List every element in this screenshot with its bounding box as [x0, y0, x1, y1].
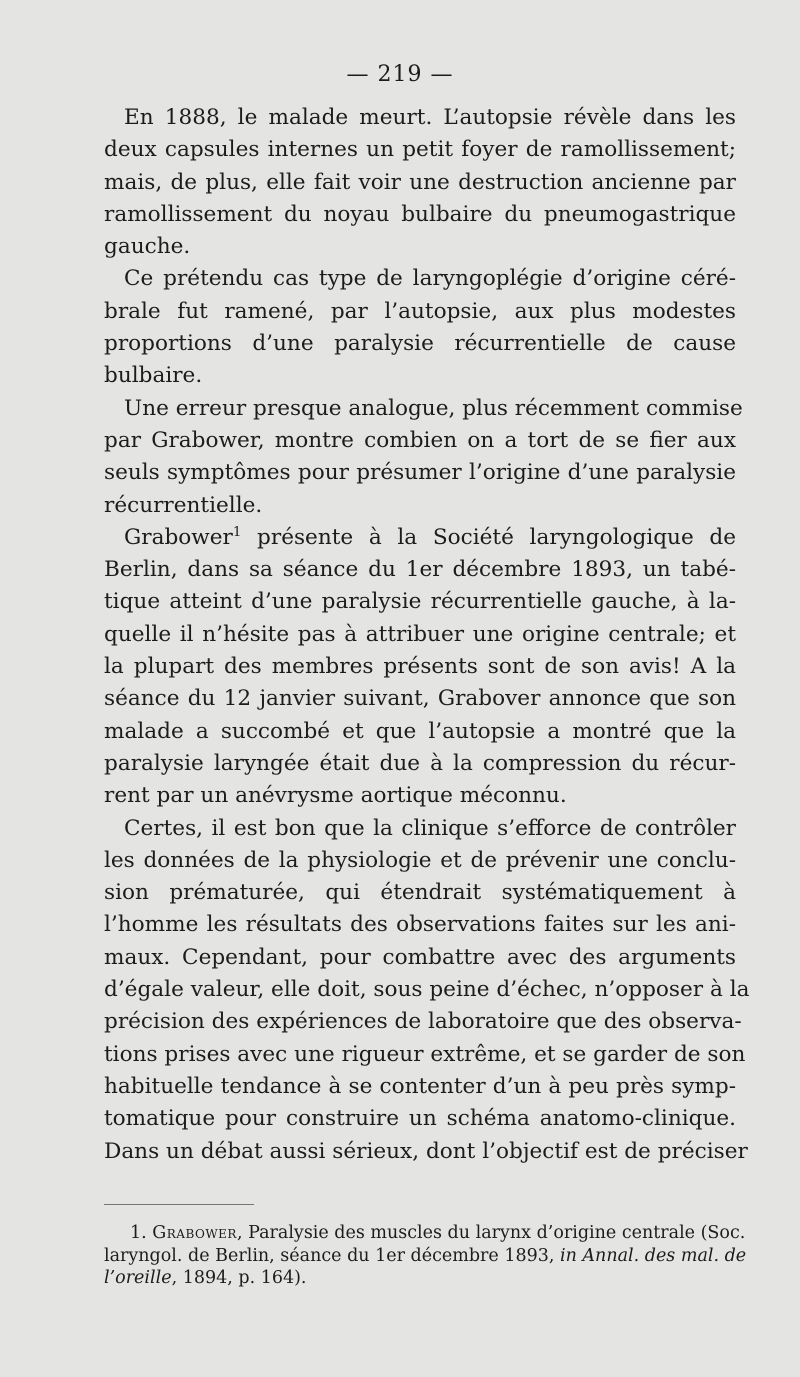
text-line: rent par un anévrysme aortique méconnu. [104, 783, 567, 809]
text-line: ramollissement du noyau bulbaire du pneumogastrique [104, 201, 736, 227]
grabower-name: Grabower [124, 524, 233, 550]
footnote-line [104, 1267, 736, 1290]
text-line: bulbaire. [104, 363, 203, 389]
text-line: Berlin, dans sa séance du 1er décembre 1893, un tabé- [104, 557, 736, 583]
text-line: tique atteint d’une paralysie récurrentielle gauche, à la- [104, 589, 736, 615]
text-line: Ce prétendu cas type de laryngoplégie d’origine céré- [124, 266, 736, 292]
text-line: tions prises avec une rigueur extrême, et se garder de son [104, 1041, 746, 1067]
text-line: séance du 12 janvier suivant, Grabover annonce que son [104, 686, 736, 712]
paragraph-4 [104, 522, 736, 813]
paragraph-2 [104, 263, 736, 392]
text-line: paralysie laryngée était due à la compression du récur- [104, 750, 736, 776]
text-line: d’égale valeur, elle doit, sous peine d’échec, n’opposer à la [104, 977, 750, 1003]
paragraph-1 [104, 102, 736, 263]
footnote [104, 1222, 747, 1290]
text-line: mais, de plus, elle fait voir une destruction ancienne par [104, 169, 736, 195]
text-line: par Grabower, montre combien on a tort de se fier aux [104, 427, 736, 453]
footnote-divider [104, 1204, 254, 1205]
text-line: malade a succombé et que l’autopsie a montré que la [104, 718, 736, 744]
footnote-number: 1. [130, 1223, 147, 1243]
footnote-journal: in Annal. des mal. de [559, 1245, 747, 1266]
text-line: les données de la physiologie et de prévenir une conclu- [104, 847, 736, 873]
text-line: l’homme les résultats des observations faites sur les ani- [104, 912, 736, 938]
text-line: précision des expériences de laboratoire que des observa- [104, 1009, 742, 1035]
text-line-rest: présente à la Société laryngologique de [241, 524, 736, 550]
footnote-text: laryngol. de Berlin, séance du 1er décembre 1893, [104, 1245, 560, 1266]
text-line: gauche. [104, 234, 191, 260]
text-line: En 1888, le malade meurt. L’autopsie révèle dans les [124, 105, 736, 130]
text-line: la plupart des membres présents sont de son avis! A la [104, 654, 736, 680]
footnote-reference[interactable]: 1 [232, 524, 242, 540]
body-text [104, 102, 750, 1168]
text-line: Dans un débat aussi sérieux, dont l’objectif est de préciser [104, 1138, 748, 1164]
footnote-text: , 1894, p. 164). [171, 1268, 307, 1288]
footnote-journal-cont: l’oreille [104, 1268, 172, 1288]
paragraph-5 [104, 813, 750, 1168]
text-line: récurrentielle. [104, 492, 263, 518]
text-line [104, 522, 736, 554]
text-line: habituelle tendance à se contenter d’un à peu près symp- [104, 1073, 736, 1099]
footnote-line [104, 1222, 746, 1245]
text-line: brale fut ramené, par l’autopsie, aux plus modestes [104, 298, 736, 324]
text-line: tomatique pour construire un schéma anatomo-clinique. [104, 1106, 736, 1132]
page-number: — 219 — [346, 62, 454, 87]
footnote-text: , Paralysie des muscles du larynx d’origine centrale (Soc. [236, 1223, 746, 1243]
text-line: Une erreur presque analogue, plus récemment commise [124, 395, 743, 421]
text-line: proportions d’une paralysie récurrentielle de cause [104, 331, 736, 357]
paragraph-3 [104, 393, 743, 522]
text-line: seuls symptômes pour présumer l’origine d’une paralysie [104, 460, 736, 486]
text-line: maux. Cependant, pour combattre avec des arguments [104, 944, 736, 970]
text-line: quelle il n’hésite pas à attribuer une origine centrale; et [104, 621, 736, 647]
footnote-author: Grabower [152, 1223, 237, 1243]
text-line: deux capsules internes un petit foyer de ramollissement; [104, 137, 736, 163]
footnote-line [104, 1245, 747, 1268]
text-line: sion prématurée, qui étendrait systématiquement à [104, 880, 736, 906]
text-line: Certes, il est bon que la clinique s’efforce de contrôler [124, 815, 736, 841]
